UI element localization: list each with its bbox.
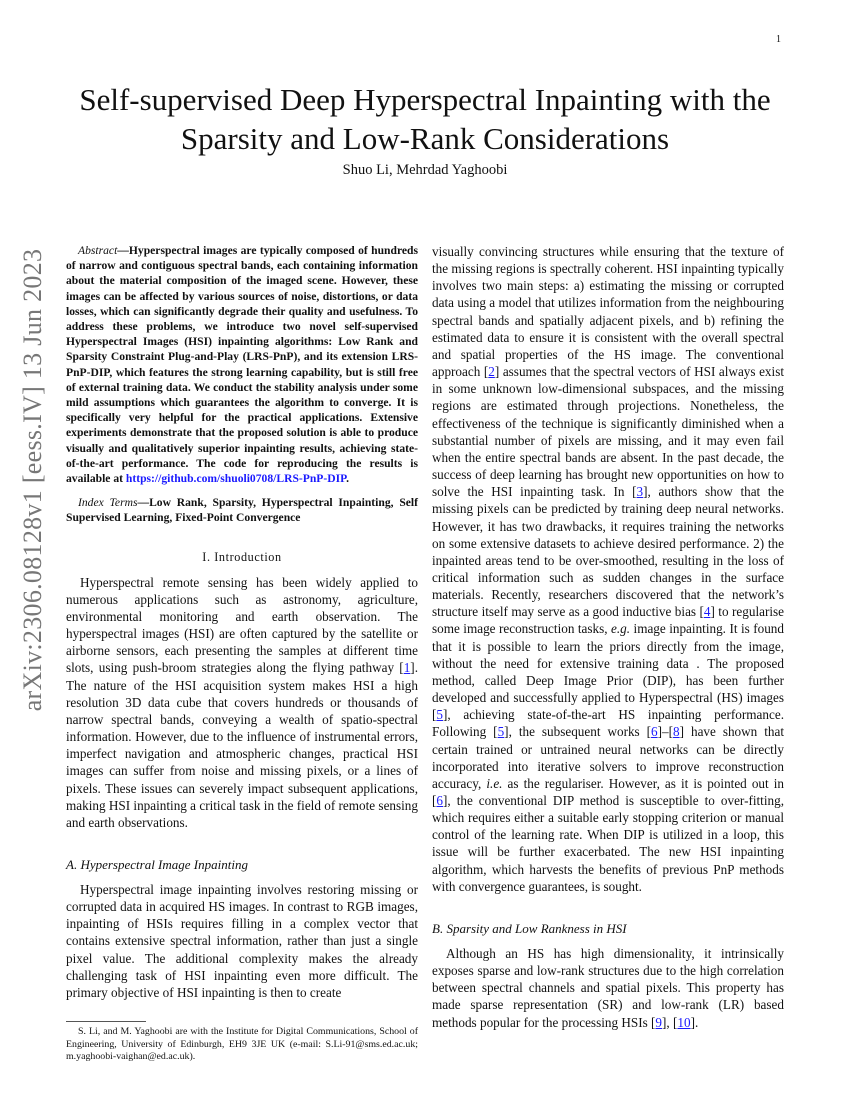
text-segment: ], the subsequent works [ (504, 724, 652, 740)
paper-title: Self-supervised Deep Hyperspectral Inpainting with the Sparsity and Low-Rank Considerations (79, 82, 771, 156)
text-segment: Although an HS has high dimensionality, it intrinsically exposes sparse and low-rank structures due to the high correlation between spectral channels and spatial pixels. This property has made sparse representation (SR) and low-rank (LR) based methods popular for the processing HSIs [ (432, 945, 784, 1030)
subsection-a-paragraph: Hyperspectral image inpainting involves restoring missing or corrupted data in acquired HS images. In contrast to RGB images, inpainting of HSIs requires filling in a complex vector that contains extensive spectral information, rather than just a single pixel value. The additional complexity makes the already challenging task of HSI inpainting even more difficult. The primary objective of HSI inpainting is then to create (66, 882, 418, 1000)
author-affiliation-footnote: S. Li, and M. Yaghoobi are with the Institute for Digital Communications, School of Engineering, University of Edinburgh, EH9 3JE UK (e-mail: S.Li-91@sms.ed.ac.uk; m.yaghoobi-vaighan@ed.ac.uk). (66, 1026, 418, 1063)
subsection-b-paragraph (432, 945, 784, 1031)
text-segment: visually convincing structures while ensuring that the texture of the missing regions is spectrally coherent. HSI inpainting typically involves two main steps: a) estimating the missing or corrupted data using a model that utilizes information from the neighbouring spectral bands and spatially adjacent pixels, and b) refining the estimated data to ensure it is consistent with the overall spectral and spatial properties of the HS image. The conventional approach [ (432, 244, 784, 380)
right-column (432, 243, 784, 1031)
left-column (66, 243, 418, 1064)
index-terms-lead: Index Terms (78, 496, 138, 510)
section-heading-introduction: I. Introduction (202, 549, 282, 564)
page-number: 1 (776, 34, 781, 45)
intro-paragraph (66, 574, 418, 831)
author-list: Shuo Li, Mehrdad Yaghoobi (342, 162, 508, 178)
text-segment: ], [ (662, 1014, 678, 1030)
citation-link[interactable]: 1 (403, 660, 411, 676)
code-repository-link[interactable]: https://github.com/shuoli0708/LRS-PnP-DIP (125, 472, 347, 486)
citation-link[interactable]: 10 (677, 1014, 691, 1030)
citation-link[interactable]: 5 (436, 707, 443, 723)
footnote-divider (66, 1021, 146, 1022)
text-segment: ], achieving state-of-the-art HS inpainting performance. Following [ (432, 707, 784, 740)
continued-paragraph (432, 243, 784, 895)
index-terms (66, 495, 418, 525)
text-segment: ]–[ (657, 724, 674, 740)
intro-text-a: Hyperspectral remote sensing has been widely applied to numerous applications such as astronomy, agriculture, environmental monitoring and earth observation. The hyperspectral images (HSI) are often captured by the satellite or airborne sensors, each presenting the samples at different time slots, using push-broom strategies along the flying pathway [ (66, 574, 418, 676)
citation-link[interactable]: 6 (651, 724, 658, 740)
citation-link[interactable]: 5 (497, 724, 505, 740)
text-segment: image inpainting. It is found that it is possible to learn the priors directly from the image, without the need for extensive training data . The proposed method, called Deep Image Prior (DIP), has been further developed and successfully applied to Hyperspectral (HS) images [ (432, 621, 784, 723)
citation-link[interactable]: 6 (436, 793, 443, 808)
intro-text-b: ]. The nature of the HSI acquisition system makes HSI a high resolution 3D data cube that covers hundreds or thousands of narrow spectral bands, conveying a wealth of spatio-spectral information. However, due to the influence of instrumental errors, imperfect navigation and atmospheric changes, practical HSI images can suffer from noise and missing pixels, or a lines of pixels. These issues can severely impact subsequent applications, making HSI inpainting a critical task in the field of remote sensing and earth observations. (66, 660, 418, 830)
index-terms-text: —Low Rank, Sparsity, Hyperspectral Inpainting, Self Supervised Learning, Fixed-Point Convergence (66, 496, 418, 525)
citation-link[interactable]: 4 (703, 604, 711, 620)
text-segment: ] to regularise some image reconstruction tasks, (432, 604, 784, 637)
text-segment: ], authors show that the missing pixels can be predicted by training deep neural networks. However, it has two drawbacks, it requires training the networks on some extensive datasets to achieve desired performance. 2) the inpainted areas tend to be over-smoothed, resulting in the loss of critical information such as sudden changes in the surface materials. Recently, researchers discovered that the network’s structure itself may serve as a good inductive bias [ (432, 484, 784, 620)
emphasis-text: i.e. (486, 775, 503, 791)
text-segment: ] assumes that the spectral vectors of HSI always exist in some unknown low-dimensional subspaces, and the missing regions are estimated through projections. Nonetheless, the effectiveness of the technique is significantly diminished when a substantial number of pixels are missing, and it may even fail when the entire spectral bands are absent. In the past decade, the success of deep learning has brought new opportunities on how to solve the HSI inpainting task. In [ (432, 364, 784, 500)
citation-link[interactable]: 3 (636, 484, 644, 500)
subsection-heading-b: B. Sparsity and Low Rankness in HSI (432, 920, 627, 936)
text-segment: ], the conventional DIP method is susceptible to over-fitting, which requires either a suitable early stopping criterion or manual control of the learning rate. When DIP is utilized in a loop, this issue will be further exacerbated. The new HSI inpainting algorithm, which harvests the benefits of previous PnP methods with convergence guarantees, is sought. (432, 793, 784, 894)
text-segment: ]. (690, 1014, 699, 1030)
abstract (66, 243, 418, 486)
subsection-heading-a: A. Hyperspectral Image Inpainting (66, 857, 248, 872)
citation-link[interactable]: 8 (673, 724, 680, 740)
text-segment: ] have shown that certain trained or untrained neural networks can be directly incorporated into iterative solvers to improve reconstruction accuracy, (432, 724, 784, 791)
citation-link[interactable]: 9 (655, 1014, 663, 1030)
citation-link[interactable]: 2 (488, 364, 495, 380)
emphasis-text: e.g. (611, 621, 631, 637)
text-segment: as the regulariser. However, as it is pointed out in [ (432, 775, 785, 808)
abstract-end: . (346, 472, 350, 486)
abstract-text: —Hyperspectral images are typically composed of hundreds of narrow and contiguous spectral bands, each containing information about the material composition of the imaged scene. However, these images can be affected by various sources of noise, distortions, or data losses, which can significantly degrade their quality and usefulness. To address these problems, we introduce two novel self-supervised Hyperspectral Images (HSI) inpainting algorithms: Low Rank and Sparsity Constraint Plug-and-Play (LRS-PnP), and its extension LRS-PnP-DIP, which features the strong learning capability, but is still free of external training data. We conduct the stability analysis under some mild assumptions which guarantees the algorithm to converge. It is specifically very helpful for the practical applications. Extensive experiments demonstrate that the proposed solution is able to produce visually and qualitatively superior inpainting results, achieving state-of-the-art performance. The code for reproducing the results is available at (66, 244, 418, 486)
arxiv-stamp-text: arXiv:2306.08128v1 [eess.IV] 13 Jun 2023 (18, 248, 47, 712)
abstract-lead: Abstract (78, 244, 118, 257)
